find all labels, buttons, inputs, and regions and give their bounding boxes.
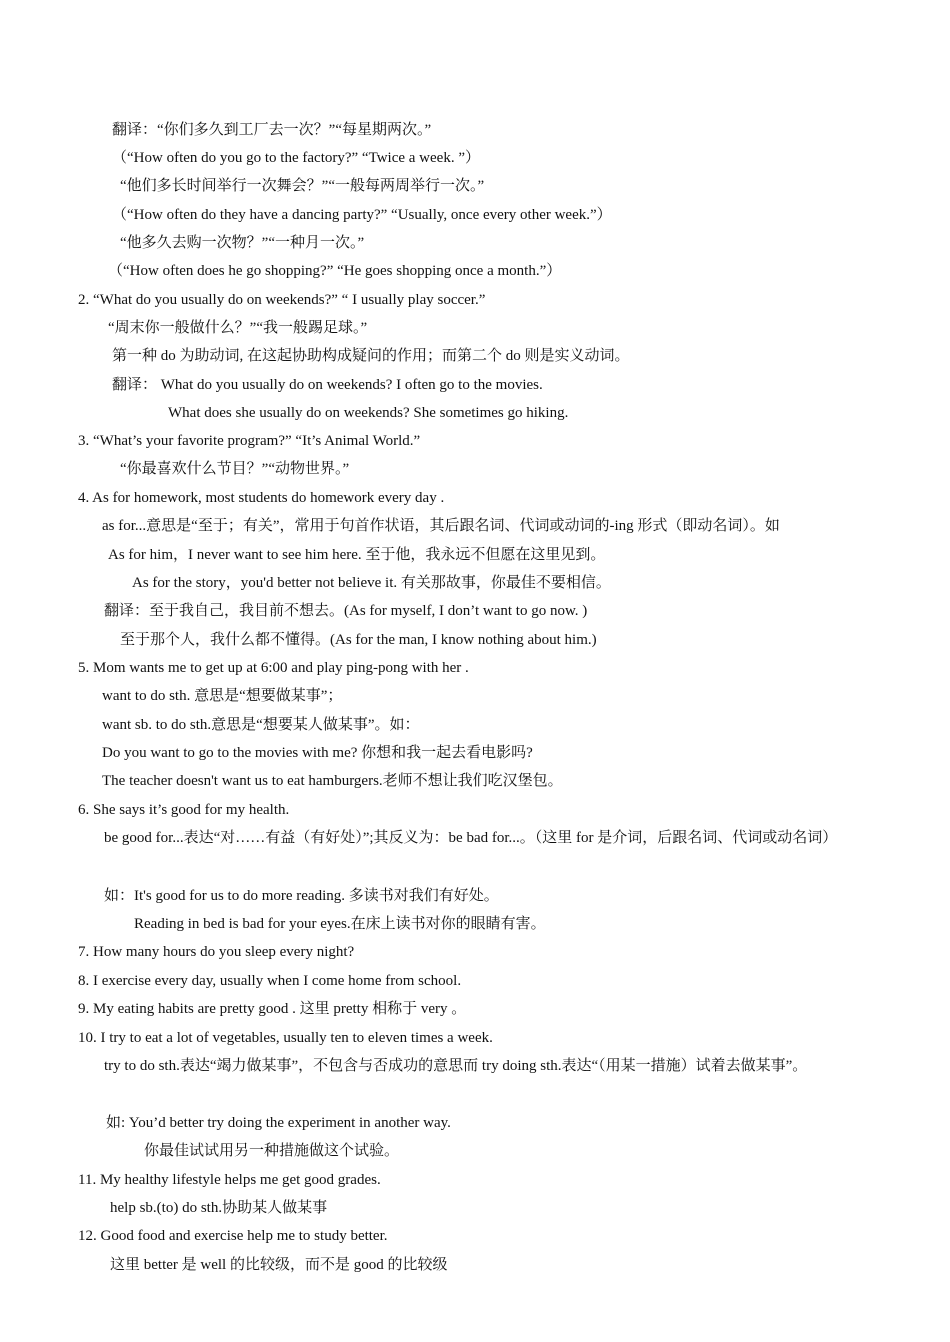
text-line: as for...意思是“至于；有关”，常用于句首作状语，其后跟名词、代词或动词的-ing 形式（即动名词）。如 — [102, 518, 780, 534]
text-line: want to do sth. 意思是“想要做某事”； — [102, 688, 343, 704]
item-heading: 5. Mom wants me to get up at 6:00 and play ping-pong with her . — [78, 660, 469, 676]
item-heading: 8. I exercise every day, usually when I come home from school. — [78, 973, 462, 989]
text-line: Do you want to go to the movies with me? 你想和我一起去看电影吗? — [102, 745, 533, 761]
text-line: 第一种 do 为助动词, 在这起协助构成疑问的作用；而第二个 do 则是实义动词。 — [112, 348, 630, 364]
item-heading: 3. “What’s your favorite program?” “It’s Animal World.” — [78, 433, 421, 449]
text-paragraph: try to do sth.表达“竭力做某事”，不包含与否成功的意思而 try doing sth.表达“（用某一措施）试着去做某事”。 — [104, 1058, 808, 1074]
text-line: （“How often do they have a dancing party?” “Usually, once every other week.”） — [112, 207, 612, 223]
text-line: 翻译： What do you usually do on weekends? I often go to the movies. — [112, 377, 543, 393]
text-line: 如: You’d better try doing the experiment in another way. — [106, 1115, 451, 1131]
item-heading: 2. “What do you usually do on weekends?” “ I usually play soccer.” — [78, 292, 486, 308]
text-line: “周末你一般做什么？”“我一般踢足球。” — [108, 320, 368, 336]
item-heading: 11. My healthy lifestyle helps me get good grades. — [78, 1172, 381, 1188]
text-line: 至于那个人，我什么都不懂得。(As for the man, I know nothing about him.) — [120, 632, 597, 648]
text-line: 这里 better 是 well 的比较级，而不是 good 的比较级 — [110, 1257, 448, 1273]
text-line: “他们多长时间举行一次舞会？”“一般每两周举行一次。” — [120, 178, 485, 194]
text-line: The teacher doesn't want us to eat hamburgers.老师不想让我们吃汉堡包。 — [102, 773, 563, 789]
text-line: 翻译：“你们多久到工厂去一次？”“每星期两次。” — [112, 122, 432, 138]
text-line: help sb.(to) do sth.协助某人做某事 — [110, 1200, 328, 1216]
text-line: 你最佳试试用另一种措施做这个试验。 — [144, 1143, 400, 1159]
text-line: As for the story，you'd better not believe it. 有关那故事，你最佳不要相信。 — [132, 575, 611, 591]
text-line: “他多久去购一次物？”“一种月一次。” — [120, 235, 365, 251]
text-line: 翻译：至于我自己，我目前不想去。(As for myself, I don’t want to go now. ) — [104, 603, 588, 619]
text-line: As for him，I never want to see him here. 至于他，我永远不但愿在这里见到。 — [108, 547, 606, 563]
item-heading: 6. She says it’s good for my health. — [78, 802, 290, 818]
text-paragraph: be good for...表达“对……有益（有好处）”;其反义为：be bad for...。（这里 for 是介词，后跟名词、代词或动名词） — [104, 830, 838, 846]
item-heading: 4. As for homework, most students do homework every day . — [78, 490, 445, 506]
text-line: Reading in bed is bad for your eyes.在床上读书对你的眼睛有害。 — [134, 916, 546, 932]
text-line: “你最喜欢什么节目？”“动物世界。” — [120, 461, 350, 477]
item-heading: 7. How many hours do you sleep every night? — [78, 944, 355, 960]
text-line: （“How often do you go to the factory?” “Twice a week. ”） — [112, 150, 480, 166]
text-line: want sb. to do sth.意思是“想要某人做某事”。如： — [102, 717, 420, 733]
text-line: （“How often does he go shopping?” “He goes shopping once a month.”） — [108, 263, 562, 279]
text-line: What does she usually do on weekends? She sometimes go hiking. — [168, 405, 569, 421]
item-heading: 10. I try to eat a lot of vegetables, usually ten to eleven times a week. — [78, 1030, 493, 1046]
item-heading: 9. My eating habits are pretty good . 这里 pretty 相称于 very 。 — [78, 1001, 467, 1017]
item-heading: 12. Good food and exercise help me to study better. — [78, 1228, 388, 1244]
text-line: 如：It's good for us to do more reading. 多读书对我们有好处。 — [104, 888, 499, 904]
